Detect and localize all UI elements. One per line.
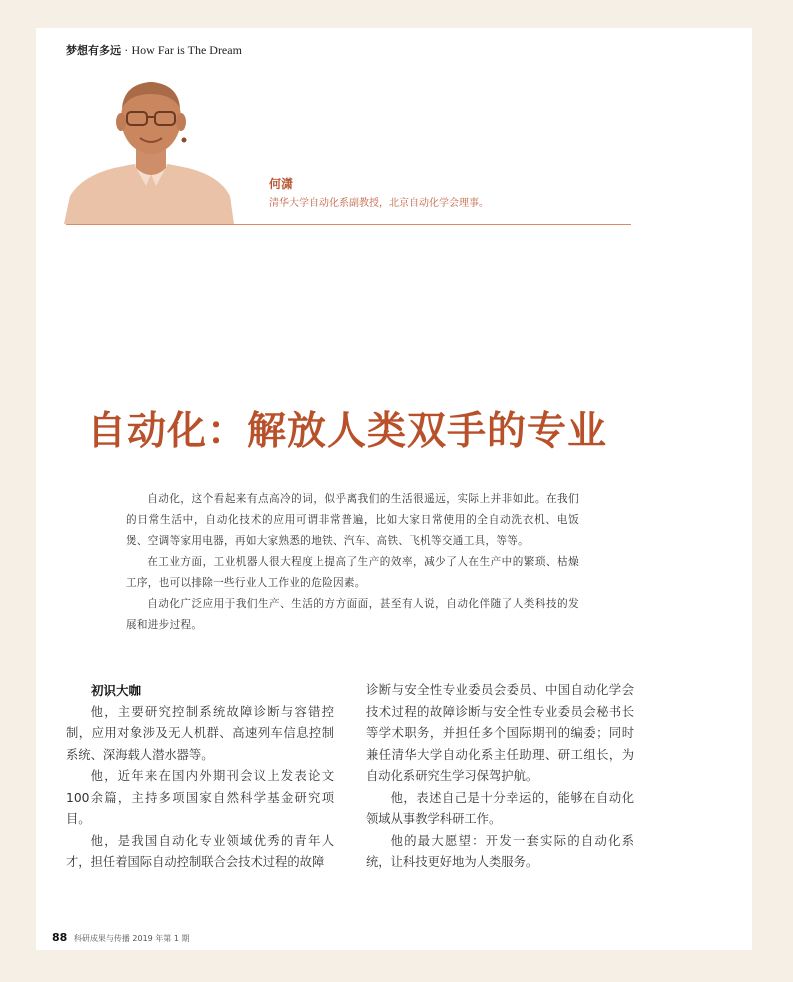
body-paragraph: 他，是我国自动化专业领域优秀的青年人才，担任着国际自动控制联合会技术过程的故障 bbox=[66, 833, 334, 869]
abstract-paragraph: 在工业方面，工业机器人很大程度上提高了生产的效率，减少了人在生产中的繁琐、枯燥工序，也可以排除一些行业人工作业的危险因素。 bbox=[126, 556, 579, 589]
body-paragraph: 他，近年来在国内外期刊会议上发表论文100余篇，主持多项国家自然科学基金研究项目。 bbox=[66, 769, 334, 826]
publication-info: 科研成果与传播 2019 年第 1 期 bbox=[73, 934, 190, 943]
section-heading: 初识大咖 bbox=[91, 683, 142, 698]
body-paragraph: 他的最大愿望：开发一套实际的自动化系统，让科技更好地为人类服务。 bbox=[366, 833, 634, 869]
body-column-right bbox=[366, 680, 634, 874]
running-head bbox=[66, 42, 242, 58]
body-column-left bbox=[66, 680, 334, 874]
abstract-paragraph: 自动化广泛应用于我们生产、生活的方方面面，甚至有人说，自动化伴随了人类科技的发展和进步过程。 bbox=[126, 598, 579, 631]
page-number: 88 bbox=[52, 931, 68, 944]
series-title-en: How Far is The Dream bbox=[131, 43, 242, 57]
article-title: 自动化：解放人类双手的专业 bbox=[87, 409, 608, 454]
body-paragraph: 他，主要研究控制系统故障诊断与容错控制，应用对象涉及无人机群、高速列车信息控制系统、深海载人潜水器等。 bbox=[66, 704, 334, 762]
magazine-page bbox=[36, 28, 752, 950]
body-paragraph: 他，表述自己是十分幸运的，能够在自动化领域从事教学科研工作。 bbox=[366, 790, 634, 826]
portrait-photo bbox=[64, 78, 234, 224]
page-footer bbox=[52, 931, 189, 944]
profile-name: 何潇 bbox=[269, 177, 294, 191]
series-title-cn: 梦想有多远 bbox=[66, 44, 121, 57]
abstract-paragraph: 自动化，这个看起来有点高冷的词，似乎离我们的生活很遥远，实际上并非如此。在我们的日常生活中，自动化技术的应用可谓非常普遍，比如大家日常使用的全自动洗衣机、电饭煲、空调等家用电器，再如大家熟悉的地铁、汽车、高铁、飞机等交通工具，等等。 bbox=[126, 493, 579, 547]
profile-title: 清华大学自动化系副教授，北京自动化学会理事。 bbox=[269, 198, 489, 209]
series-separator: · bbox=[124, 44, 128, 57]
article-abstract bbox=[126, 489, 579, 636]
profile-divider bbox=[66, 224, 631, 225]
body-paragraph-continued: 诊断与安全性专业委员会委员、中国自动化学会技术过程的故障诊断与安全性专业委员会秘书长等学术职务，并担任多个国际期刊的编委；同时兼任清华大学自动化系主任助理、研工组长，为自动化系研究生学习保驾护航。 bbox=[366, 683, 634, 783]
